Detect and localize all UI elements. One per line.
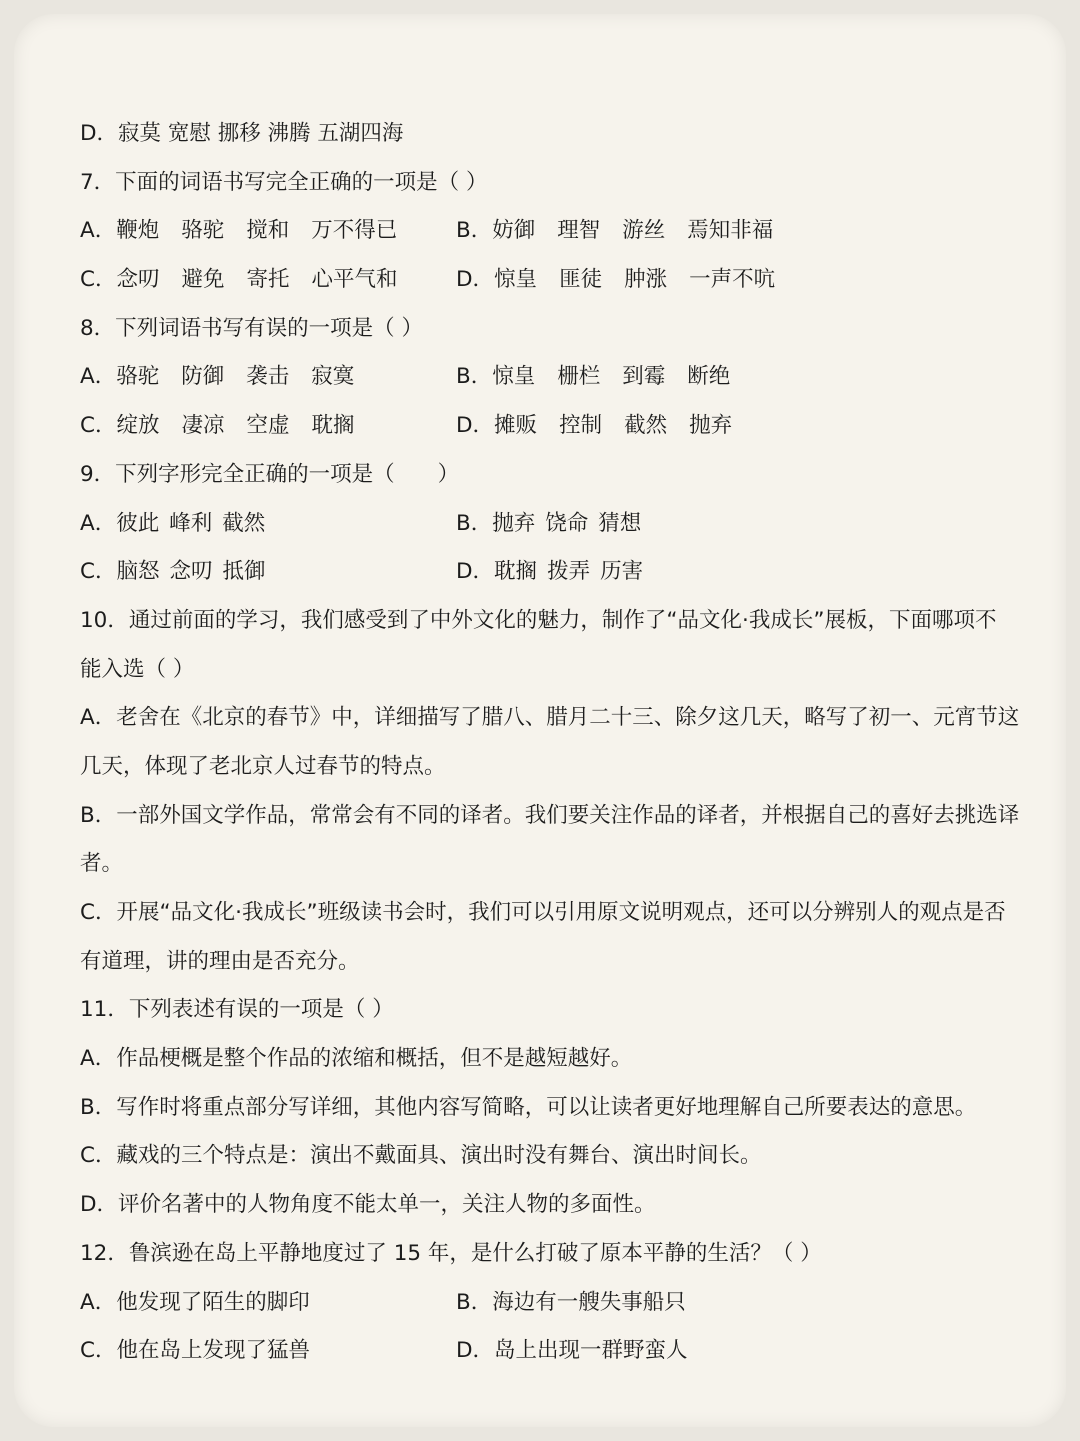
word: 截然 <box>222 510 266 536</box>
q11-option-c <box>80 1132 1040 1181</box>
q10-option-b-line-1 <box>80 792 1040 841</box>
word: 寄托 <box>246 267 290 293</box>
word: D．摊贩 <box>456 413 538 439</box>
word: 焉知非福 <box>687 218 774 244</box>
option-text: D．寂莫 宽慰 挪移 沸腾 五湖四海 <box>80 121 404 146</box>
word: 峰利 <box>169 510 213 536</box>
word: B．惊皇 <box>456 364 536 390</box>
option-text: 者。 <box>80 851 124 877</box>
q9-row-cd <box>80 548 1040 597</box>
q7-option-d <box>456 256 775 305</box>
q9-row-ab <box>80 500 1040 549</box>
q12-option-a: A．他发现了陌生的脚印 <box>80 1289 310 1315</box>
option-text: B．写作时将重点部分写详细，其他内容写简略，可以让读者更好地理解自己所要表达的意思。 <box>80 1094 977 1120</box>
question-text: 能入选（ ） <box>80 656 195 682</box>
q11-stem <box>80 986 1040 1035</box>
q9-option-d <box>456 548 653 597</box>
q7-option-b <box>456 207 773 256</box>
q7-row-cd <box>80 256 1040 305</box>
q12-row-cd <box>80 1327 1040 1376</box>
question-content <box>80 110 1040 1376</box>
word: 万不得已 <box>311 218 398 244</box>
q10-stem-line-1 <box>80 597 1040 646</box>
word: 念叨 <box>169 559 213 585</box>
word: A．鞭炮 <box>80 218 160 244</box>
word: C．绽放 <box>80 413 160 439</box>
q8-option-c <box>80 413 355 438</box>
q10-stem-line-2 <box>80 646 1040 695</box>
question-text: 7．下面的词语书写完全正确的一项是（ ） <box>80 169 488 195</box>
word: D．耽搁 <box>456 559 538 585</box>
word: 心平气和 <box>311 267 398 293</box>
word: A．彼此 <box>80 510 160 536</box>
word: 抵御 <box>222 559 266 585</box>
option-text: 几天，体现了老北京人过春节的特点。 <box>80 753 446 779</box>
q10-option-b-line-2 <box>80 840 1040 889</box>
q7-option-c <box>80 267 398 292</box>
q10-option-a-line-2 <box>80 743 1040 792</box>
q12-option-c: C．他在岛上发现了猛兽 <box>80 1338 311 1364</box>
option-text: 有道理，讲的理由是否充分。 <box>80 948 360 974</box>
word: 空虚 <box>246 413 290 439</box>
word: 猜想 <box>598 510 642 536</box>
word: 断绝 <box>687 364 731 390</box>
q8-stem <box>80 305 1040 354</box>
q12-option-b: B．海边有一艘失事船只 <box>456 1289 686 1315</box>
word: 历害 <box>600 559 644 585</box>
word: 匪徒 <box>559 267 603 293</box>
q6-option-d <box>80 110 1040 159</box>
q10-option-a-line-1 <box>80 694 1040 743</box>
word: C．念叨 <box>80 267 160 293</box>
word: C．脑怒 <box>80 559 160 585</box>
question-text: 9．下列字形完全正确的一项是（ ） <box>80 461 460 487</box>
word: 到霉 <box>622 364 666 390</box>
word: 一声不吭 <box>689 267 776 293</box>
q11-option-d <box>80 1181 1040 1230</box>
word: 拨弄 <box>547 559 591 585</box>
word: 避免 <box>181 267 225 293</box>
word: 搅和 <box>246 218 290 244</box>
q11-option-b <box>80 1084 1040 1133</box>
word: B．抛弃 <box>456 510 536 536</box>
q9-stem <box>80 451 1040 500</box>
q11-option-a <box>80 1035 1040 1084</box>
word: 游丝 <box>622 218 666 244</box>
q7-option-a <box>80 218 397 243</box>
q9-option-c <box>80 559 276 584</box>
word: A．骆驼 <box>80 364 160 390</box>
q8-option-d <box>456 402 732 451</box>
word: 理智 <box>557 218 601 244</box>
word: D．惊皇 <box>456 267 538 293</box>
q8-option-a <box>80 364 354 389</box>
option-text: C．藏戏的三个特点是：演出不戴面具、演出时没有舞台、演出时间长。 <box>80 1143 762 1169</box>
option-text: D．评价名著中的人物角度不能太单一，关注人物的多面性。 <box>80 1192 656 1218</box>
word: 防御 <box>181 364 225 390</box>
word: 耽搁 <box>311 413 355 439</box>
paper-sheet <box>14 14 1066 1427</box>
option-text: A．老舍在《北京的春节》中，详细描写了腊八、腊月二十三、除夕这几天，略写了初一、元宵节这 <box>80 705 1020 731</box>
q9-option-a <box>80 511 275 536</box>
option-text: A．作品梗概是整个作品的浓缩和概括，但不是越短越好。 <box>80 1046 633 1072</box>
option-text: B．一部外国文学作品，常常会有不同的译者。我们要关注作品的译者，并根据自己的喜好去挑选译 <box>80 802 1020 828</box>
q12-stem <box>80 1230 1040 1279</box>
word: 骆驼 <box>181 218 225 244</box>
q8-option-b <box>456 353 730 402</box>
q8-row-ab <box>80 353 1040 402</box>
q7-row-ab <box>80 207 1040 256</box>
word: 肿涨 <box>624 267 668 293</box>
q12-option-d: D．岛上出现一群野蛮人 <box>456 1338 688 1364</box>
word: 抛弃 <box>689 413 733 439</box>
word: 凄凉 <box>181 413 225 439</box>
q12-row-ab <box>80 1279 1040 1328</box>
question-text: 8．下列词语书写有误的一项是（ ） <box>80 315 424 341</box>
option-text: C．开展“品文化·我成长”班级读书会时，我们可以引用原文说明观点，还可以分辨别人的观点是否 <box>80 900 1006 925</box>
word: 控制 <box>559 413 603 439</box>
q10-option-c-line-2 <box>80 938 1040 987</box>
word: 袭击 <box>246 364 290 390</box>
question-text: 11．下列表述有误的一项是（ ） <box>80 997 394 1023</box>
word: 饶命 <box>545 510 589 536</box>
question-text: 12．鲁滨逊在岛上平静地度过了 15 年，是什么打破了原本平静的生活？（ ） <box>80 1240 822 1266</box>
q8-row-cd <box>80 402 1040 451</box>
q7-stem <box>80 159 1040 208</box>
q9-option-b <box>456 500 651 549</box>
q10-option-c-line-1 <box>80 889 1040 938</box>
word: 寂寞 <box>311 364 355 390</box>
word: 栅栏 <box>557 364 601 390</box>
question-text: 10．通过前面的学习，我们感受到了中外文化的魅力，制作了“品文化·我成长”展板，下面哪项不 <box>80 607 997 633</box>
word: B．妨御 <box>456 218 536 244</box>
word: 截然 <box>624 413 668 439</box>
